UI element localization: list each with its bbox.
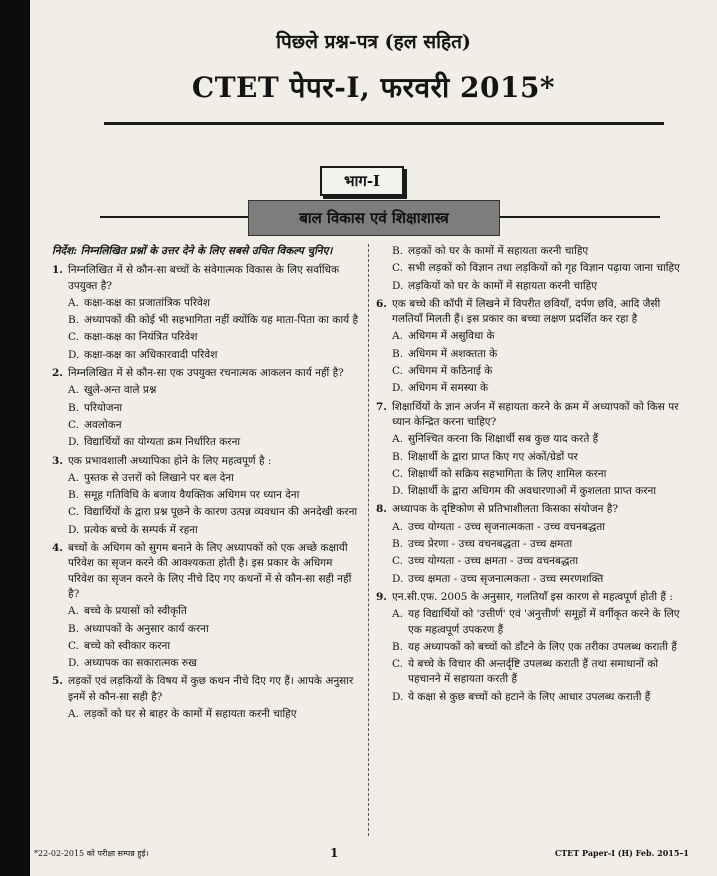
option [68, 471, 360, 486]
option-letter: B. [68, 401, 80, 414]
option-text: बच्चे को स्वीकार करना [84, 639, 171, 652]
option-letter: C. [68, 418, 79, 431]
question-text: निम्नलिखित में से कौन-सा बच्चों के संवेगात्मक विकास के लिए सर्वाधिक उपयुक्त है? [68, 264, 340, 292]
option-letter: B. [392, 450, 404, 463]
option-letter: B. [392, 245, 404, 257]
option-letter: C. [392, 658, 403, 671]
question-number: 5. [52, 675, 63, 688]
option-letter: C. [68, 639, 79, 652]
question-text: बच्चों के अधिगम को सुगम बनाने के लिए अध्यापकों को एक अच्छे कक्षायी परिवेश का सृजन करने की आवश्यकता होती है। इस प्रकार के अधिगम परिवेश का सृजन करने के लिए नीचे दिए गए कथनों में से कौन-सा सही नहीं है? [68, 542, 352, 600]
option-letter: C. [392, 365, 403, 378]
option [68, 707, 360, 722]
question [376, 502, 682, 517]
question [52, 263, 360, 294]
question-number: 8. [376, 503, 387, 516]
instruction [52, 244, 360, 259]
option [392, 244, 682, 259]
option-text: अधिगम में कठिनाई के [408, 365, 493, 378]
option-letter: C. [392, 467, 403, 480]
option-text: यह अध्यापकों को बच्चों को डाँटने के लिए एक तरीका उपलब्ध कराती हैं [408, 640, 677, 653]
option-letter: A. [392, 433, 403, 446]
option-text: अवलोकन [84, 418, 122, 431]
page-number: 1 [330, 846, 339, 860]
option-text: अधिगम में असुविधा के [408, 330, 495, 343]
option [392, 607, 682, 638]
option-letter: B. [392, 538, 404, 551]
option [68, 604, 360, 619]
option [392, 450, 682, 465]
option-text: लड़कों को घर से बाहर के कामों में सहायता करनी चाहिए [84, 708, 297, 721]
option-letter: C. [68, 506, 79, 519]
question [376, 400, 682, 431]
option [392, 554, 682, 569]
option [392, 640, 682, 655]
header-rule [104, 122, 664, 125]
option-letter: B. [68, 489, 80, 502]
page-subtitle: पिछले प्रश्न-पत्र (हल सहित) [276, 31, 471, 53]
option-text: अधिगम में अशक्तता के [408, 347, 498, 360]
question [52, 366, 360, 381]
option [68, 622, 360, 637]
option-letter: A. [68, 605, 79, 618]
option-text: शिक्षार्थी के द्वारा प्राप्त किए गए अंकों/ग्रेडों पर [408, 450, 578, 463]
option [392, 537, 682, 552]
option-text: समूह गतिविधि के बजाय वैयक्तिक अधिगम पर ध्यान देना [84, 489, 300, 502]
option-text: कक्षा-कक्ष का प्रजातांत्रिक परिवेश [84, 296, 210, 309]
option-text: कक्षा-कक्ष का अधिकारवादी परिवेश [84, 348, 218, 361]
option [392, 520, 682, 535]
option [392, 467, 682, 482]
question [52, 541, 360, 602]
option [68, 656, 360, 671]
option-text: यह विद्यार्थियों को 'उत्तीर्ण' एवं 'अनुत्तीर्ण' समूहों में वर्गीकृत करने के लिए एक महत्वपूर्ण उपकरण हैं [408, 608, 680, 636]
option [392, 381, 682, 396]
option [68, 505, 360, 520]
option [68, 418, 360, 433]
option-text: अधिगम में समस्या के [408, 382, 489, 395]
option [68, 523, 360, 538]
option [392, 690, 682, 705]
running-footer: CTET Paper-I (H) Feb. 2015–1 [554, 848, 689, 858]
question-number: 6. [376, 297, 387, 310]
option-letter: A. [68, 708, 79, 721]
question-number: 4. [52, 542, 63, 555]
question [376, 297, 682, 328]
option-letter: D. [68, 657, 80, 670]
question [52, 674, 360, 705]
option [392, 279, 682, 294]
option-letter: D. [68, 436, 80, 449]
option [392, 364, 682, 379]
option-text: सभी लड़कों को विज्ञान तथा लड़कियों को गृह विज्ञान पढ़ाया जाना चाहिए [408, 262, 680, 275]
option-letter: D. [392, 690, 404, 703]
option-text: उच्च क्षमता - उच्च सृजनात्मकता - उच्च स्मरणशक्ति [408, 572, 604, 585]
option-letter: D. [68, 523, 80, 536]
question [52, 454, 360, 469]
question-text: एक प्रभावशाली अध्यापिका होने के लिए महत्वपूर्ण है : [68, 454, 272, 467]
question-number: 1. [52, 264, 63, 277]
option-text: उच्च योग्यता - उच्च सृजनात्मकता - उच्च वचनबद्धता [408, 520, 606, 533]
option-letter: D. [392, 572, 404, 585]
question-text: एन.सी.एफ. 2005 के अनुसार, गलतियाँ इस कारण से महत्वपूर्ण होती हैं : [392, 590, 673, 603]
option-text: खुले-अन्त वाले प्रश्न [84, 384, 157, 397]
option-text: बच्चे के प्रयासों को स्वीकृति [84, 605, 187, 618]
option-letter: B. [392, 640, 404, 653]
option-text: लड़कियों को घर के कामों में सहायता करनी चाहिए [408, 279, 598, 292]
option [392, 484, 682, 499]
option-text: प्रत्येक बच्चे के सम्पर्क में रहना [84, 523, 198, 536]
option-letter: A. [68, 384, 79, 397]
question-text: अध्यापक के दृष्टिकोण से प्रतिभाशीलता किसका संयोजन है? [392, 503, 618, 516]
option-letter: A. [68, 471, 79, 484]
option [68, 401, 360, 416]
option-letter: D. [392, 485, 404, 498]
option-letter: B. [392, 347, 404, 360]
option-letter: C. [68, 331, 79, 344]
option-text: विद्यार्थियों के द्वारा प्रश्न पूछने के कारण उत्पन्न व्यवधान की अनदेखी करना [84, 506, 358, 519]
option-text: विद्यार्थियों का योग्यता क्रम निर्धारित करना [84, 436, 241, 449]
option-letter: C. [392, 555, 403, 568]
option [68, 639, 360, 654]
option-text: अध्यापकों की कोई भी सहभागिता नहीं क्योंकि यह माता-पिता का कार्य है [84, 314, 359, 327]
question-text: शिक्षार्थियों के ज्ञान अर्जन में सहायता करने के क्रम में अध्यापकों को किस पर ध्यान केन्द्रित करना चाहिए? [392, 400, 679, 428]
question-text: एक बच्चे की कॉपी में लिखने में विपरीत छवियाँ, दर्पण छवि, आदि जैसी गलतियाँ मिलती हैं। इस प्रकार का बच्चा लक्षण प्रदर्शित कर रहा है [392, 297, 661, 326]
question-number: 2. [52, 367, 63, 380]
option [392, 347, 682, 362]
option [68, 383, 360, 398]
option [68, 435, 360, 450]
option-text: ये बच्चे के विचार की अन्तर्दृष्टि उपलब्ध कराती हैं तथा समाधानों को पहचानने में सहायता करती हैं [408, 658, 659, 686]
option-text: अध्यापकों के अनुसार कार्य करना [84, 622, 209, 635]
option [392, 329, 682, 344]
option [392, 432, 682, 447]
section-title: बाल विकास एवं शिक्षाशास्त्र [248, 200, 500, 236]
column-divider [368, 244, 369, 836]
option [392, 657, 682, 688]
left-column [52, 244, 360, 722]
right-column [376, 244, 682, 705]
option-letter: A. [392, 608, 403, 621]
option [68, 330, 360, 345]
question-text: निम्नलिखित में से कौन-सा एक उपयुक्त रचनात्मक आकलन कार्य नहीं है? [68, 367, 344, 380]
option-text: लड़कों को घर के कामों में सहायता करनी चाहिए [408, 245, 589, 257]
option-letter: D. [392, 279, 404, 292]
exam-date-footnote: *22-02-2015 को परीक्षा सम्पन्न हुई। [34, 849, 149, 858]
question-text: लड़कों एवं लड़कियों के विषय में कुछ कथन नीचे दिए गए हैं। आपके अनुसार इनमें से कौन-सा सही है? [68, 675, 354, 703]
section-banner [30, 200, 717, 234]
option [68, 348, 360, 363]
option-letter: D. [68, 348, 80, 361]
option-letter: A. [392, 330, 403, 343]
page-title: CTET पेपर-I, फरवरी 2015* [191, 71, 556, 104]
option [68, 488, 360, 503]
instruction-text: निर्देश: निम्नलिखित प्रश्नों के उत्तर देने के लिए सबसे उचित विकल्प चुनिए। [52, 245, 333, 257]
option-text: शिक्षार्थी को सक्रिय सहभागिता के लिए शामिल करना [408, 467, 607, 480]
option-text: सुनिश्चित करना कि शिक्षार्थी सब कुछ याद करते हैं [408, 433, 599, 446]
option-letter: A. [68, 296, 79, 309]
option-text: पुस्तक से उत्तरों को लिखाने पर बल देना [84, 471, 234, 484]
option-text: शिक्षार्थी के द्वारा अधिगम की अवधारणाओं में कुशलता प्राप्त करना [408, 485, 657, 498]
option-letter: B. [68, 622, 80, 635]
option-letter: A. [392, 520, 403, 533]
option [68, 296, 360, 311]
option-letter: C. [392, 262, 403, 275]
option-letter: D. [392, 382, 404, 395]
option-text: कक्षा-कक्ष का नियंत्रित परिवेश [84, 331, 198, 344]
option [392, 261, 682, 276]
option-letter: B. [68, 314, 80, 327]
option-text: उच्च योग्यता - उच्च क्षमता - उच्च वचनबद्धता [408, 555, 579, 568]
option [392, 572, 682, 587]
question-number: 9. [376, 590, 387, 603]
question-number: 7. [376, 400, 387, 413]
option-text: उच्च प्रेरणा - उच्च वचनबद्धता - उच्च क्षमता [408, 538, 573, 551]
book-page [30, 0, 717, 876]
option-text: ये कक्षा से कुछ बच्चों को हटाने के लिए आधार उपलब्ध कराती हैं [408, 690, 651, 703]
option-text: अध्यापक का सकारात्मक रुख [84, 657, 197, 670]
question [376, 590, 682, 605]
part-label: भाग-I [320, 166, 404, 196]
question-number: 3. [52, 454, 63, 467]
option [68, 313, 360, 328]
option-text: परियोजना [84, 401, 123, 414]
